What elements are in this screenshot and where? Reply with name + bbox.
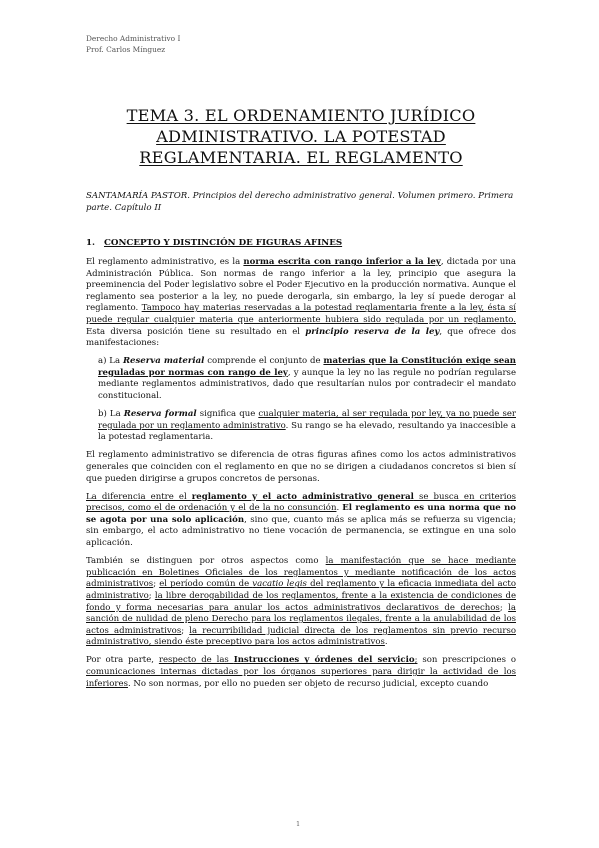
paragraph-1 <box>86 257 516 350</box>
underlined-run: se busca en criterios precisos, como el de ordenación y el de la no consunción <box>86 491 516 514</box>
body-text <box>86 257 516 697</box>
emphasis-run: Instrucciones y órdenes del servicio <box>233 655 415 666</box>
underlined-run: Tampoco hay materias reservadas a la potestad reglamentaria frente a la ley, ésta sí puede regular cualquier materia que anteriormente hubiera sido regulada por un reglamento. <box>86 303 516 325</box>
text-run: a) La <box>98 356 123 367</box>
section-number: 1. <box>86 238 96 248</box>
text-run: comprende el conjunto de <box>204 356 324 367</box>
emphasis-run: norma escrita con rango inferior a la ley <box>243 257 441 267</box>
source-reference <box>86 190 516 214</box>
source-author: SANTAMARÍA PASTOR <box>86 191 188 201</box>
text-run: , dictada por una Administración Pública. Son normas de rango inferior a la ley, principio que asegura la preeminencia del Poder legislativo sobre el Poder Ejecutivo en la producción normativa. Aunque el reglamento sea posterior a la ley, no puede derogarla, sin embargo, la ley sí puede derogar al reglamento. <box>86 257 517 314</box>
text-run: , sino que, cuanto más se aplica más se refuerza su vigencia; sin embargo, el acto administrativo no tiene vocación de permanencia, se extingue en una solo aplicación. <box>86 514 516 549</box>
underlined-run: el período común de <box>159 579 253 590</box>
header-course: Derecho Administrativo I <box>86 34 181 43</box>
underlined-run: la recurribilidad judicial directa de los reglamentos sin previo recurso administrativo, siendo éste preceptivo para los actos administrativos <box>86 625 516 648</box>
text-run: Esta diversa posición tiene su resultado en el <box>86 326 306 337</box>
title-line-3: REGLAMENTARIA. EL REGLAMENTO <box>139 148 463 167</box>
underlined-run: respecto de las <box>158 655 234 666</box>
text-run: . <box>336 503 343 514</box>
text-run: ; <box>499 602 509 613</box>
source-work: . Principios del derecho administrativo general. Volumen primero. Primera parte. Capítulo II <box>86 191 514 213</box>
header-professor: Prof. Carlos Mínguez <box>86 44 166 54</box>
emphasis-run: principio reserva de la ley <box>305 326 440 337</box>
paragraph-reserva-formal <box>98 409 516 444</box>
paragraph-6 <box>86 556 516 649</box>
underlined-run: ; <box>414 655 418 666</box>
text-run: El reglamento administrativo, es la <box>86 257 244 267</box>
paragraph-4 <box>86 450 516 485</box>
emphasis-run: Reserva formal <box>123 409 197 420</box>
section-title: CONCEPTO Y DISTINCIÓN DE FIGURAS AFINES <box>104 238 343 248</box>
underlined-run: la manifestación que se hace mediante publicación en Boletines Oficiales de los reglamentos y mediante notificación de los actos administrativos <box>86 556 516 590</box>
text-run: b) La <box>98 409 124 420</box>
emphasis-run: Reserva material <box>122 356 205 367</box>
text-run: . <box>384 637 388 648</box>
text-run: ; <box>153 579 160 590</box>
paragraph-7 <box>86 655 516 690</box>
underlined-run: La diferencia entre el <box>86 491 192 502</box>
underlined-run: del reglamento y la eficacia inmediata del acto administrativo <box>86 579 516 601</box>
text-run: Por otra parte, <box>86 655 159 666</box>
text-run: ; <box>181 625 190 636</box>
underlined-run: comunicaciones internas dictadas por los órganos superiores para dirigir la actividad de los inferiores <box>86 667 516 689</box>
paragraph-5 <box>86 492 516 550</box>
emphasis-run: reglamento y el acto administrativo general <box>191 491 414 502</box>
text-run: , que ofrece dos manifestaciones: <box>86 326 517 349</box>
running-header <box>86 34 180 55</box>
text-run: . No son normas, por ello no pueden ser objeto de recurso judicial, excepto cuando <box>127 678 489 689</box>
section-heading <box>86 238 342 248</box>
emphasis-run: El reglamento es una norma que no se agota por una solo aplicación <box>86 503 517 525</box>
text-run: ; <box>148 590 155 601</box>
underlined-run: la libre derogabilidad de los reglamentos, frente a la existencia de condiciones de fondo y forma necesarias para anular los actos administrativos declarativos de derechos <box>86 590 516 613</box>
text-run: , y aunque la ley no las regule no podrían regularse mediante reglamentos administrativos, dado que resultarían nulos por contradecir el mandato constitucional. <box>98 367 516 402</box>
underlined-run: vacatio legis <box>252 579 307 590</box>
emphasis-run: materias que la Constitución exige sean reguladas por normas con rango de ley <box>98 356 516 378</box>
page-number: 1 <box>296 820 301 828</box>
text-run: . Su rango se ha elevado, resultando ya inaccesible a la potestad reglamentaria. <box>98 420 516 443</box>
text-run: El reglamento administrativo se diferencia de otras figuras afines como los actos administrativos generales que coinciden con el reglamento en que no se dirigen a ciudadanos concretos si bien sí que pueden dirigirse a grupos concretos de personas. <box>86 450 516 484</box>
document-title <box>86 105 516 168</box>
title-line-2: ADMINISTRATIVO. LA POTESTAD <box>156 127 446 146</box>
paragraph-reserva-material <box>98 356 516 402</box>
text-run: También se distinguen por otros aspectos como <box>86 556 326 567</box>
title-line-1: TEMA 3. EL ORDENAMIENTO JURÍDICO <box>126 106 476 125</box>
text-run: son prescripciones o <box>417 655 516 666</box>
underlined-run: la sanción de nulidad de pleno Derecho para los reglamentos ilegales, frente a la anulabilidad de los actos administrativos <box>86 602 516 636</box>
text-run: significa que <box>196 409 259 420</box>
underlined-run: cualquier materia, al ser regulada por ley, ya no puede ser regulada por un reglamento administrativo <box>98 409 516 431</box>
